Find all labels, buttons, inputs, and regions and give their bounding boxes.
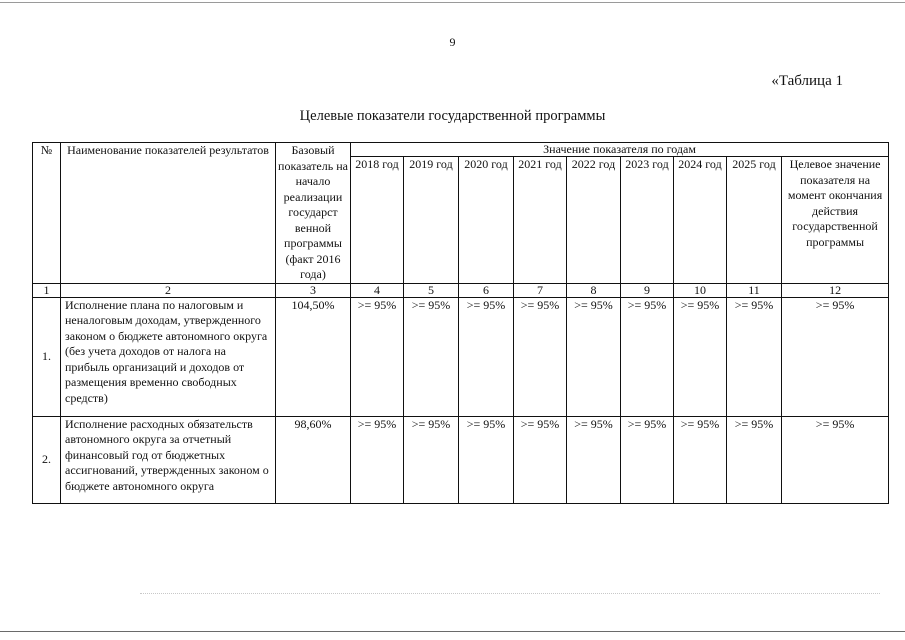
column-number: 8 [567, 283, 621, 297]
year-value: >= 95% [621, 297, 674, 416]
header-year: 2021 год [514, 157, 567, 284]
table-row [33, 297, 889, 416]
table-row [33, 416, 889, 503]
column-number: 2 [61, 283, 276, 297]
column-number: 4 [351, 283, 404, 297]
year-value: >= 95% [727, 297, 782, 416]
column-number: 6 [459, 283, 514, 297]
indicators-table [32, 142, 889, 504]
year-value: >= 95% [567, 416, 621, 503]
year-value: >= 95% [351, 297, 404, 416]
year-value: >= 95% [404, 297, 459, 416]
column-number: 12 [782, 283, 889, 297]
header-year: 2019 год [404, 157, 459, 284]
year-value: >= 95% [674, 297, 727, 416]
header-values-group: Значение показателя по годам [351, 143, 889, 157]
scan-bottom-edge [0, 631, 905, 632]
column-number: 1 [33, 283, 61, 297]
column-number: 5 [404, 283, 459, 297]
header-year: 2018 год [351, 157, 404, 284]
year-value: >= 95% [567, 297, 621, 416]
column-number: 3 [276, 283, 351, 297]
header-target: Целевое значение показателя на момент окончания действия государственной программы [782, 157, 889, 284]
scan-top-edge [0, 2, 905, 3]
page-number: 9 [449, 35, 456, 49]
base-value: 104,50% [276, 297, 351, 416]
header-year: 2022 год [567, 157, 621, 284]
year-value: >= 95% [727, 416, 782, 503]
column-number: 10 [674, 283, 727, 297]
year-value: >= 95% [674, 416, 727, 503]
header-row-1 [33, 143, 889, 157]
header-num: № [33, 143, 61, 284]
table-reference: «Таблица 1 [771, 73, 843, 89]
column-number: 7 [514, 283, 567, 297]
header-year: 2020 год [459, 157, 514, 284]
header-year: 2025 год [727, 157, 782, 284]
target-value: >= 95% [782, 416, 889, 503]
year-value: >= 95% [514, 416, 567, 503]
row-number: 2. [33, 416, 61, 503]
target-value: >= 95% [782, 297, 889, 416]
year-value: >= 95% [514, 297, 567, 416]
year-value: >= 95% [459, 297, 514, 416]
year-value: >= 95% [621, 416, 674, 503]
header-base: Базовый показатель на начало реализации государст венной программы (факт 2016 года) [276, 143, 351, 284]
header-year: 2024 год [674, 157, 727, 284]
column-number-row [33, 283, 889, 297]
row-number: 1. [33, 297, 61, 416]
year-value: >= 95% [459, 416, 514, 503]
column-number: 9 [621, 283, 674, 297]
header-year: 2023 год [621, 157, 674, 284]
year-value: >= 95% [404, 416, 459, 503]
base-value: 98,60% [276, 416, 351, 503]
scan-artifact-line [140, 593, 880, 594]
indicator-name: Исполнение расходных обязательств автономного округа за отчетный финансовый год от бюджетных ассигнований, утвержденных законом о бюджете автономного округа [61, 416, 276, 503]
column-number: 11 [727, 283, 782, 297]
header-name: Наименование показателей результатов [61, 143, 276, 284]
table-title: Целевые показатели государственной программы [299, 108, 606, 124]
year-value: >= 95% [351, 416, 404, 503]
indicator-name: Исполнение плана по налоговым и неналоговым доходам, утвержденного законом о бюджете автономного округа (без учета доходов от налога на прибыль организаций и доходов от размещения временно свободных средств) [61, 297, 276, 416]
